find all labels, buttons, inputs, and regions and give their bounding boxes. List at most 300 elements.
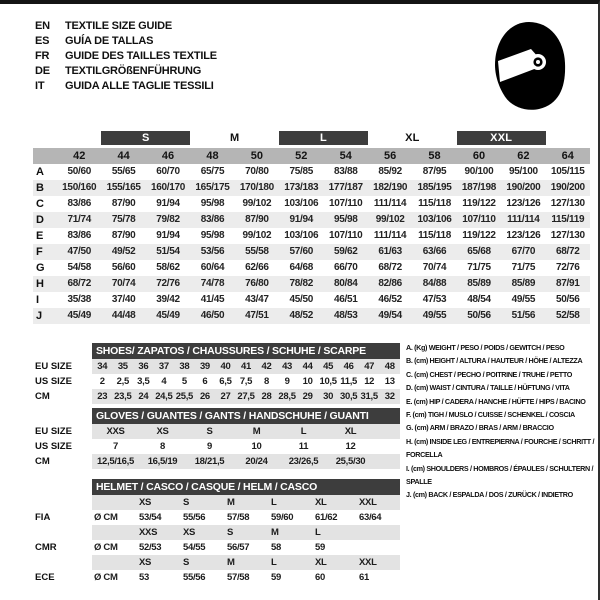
value-cell: 79/82 xyxy=(156,214,180,225)
value-cell: 29 xyxy=(302,391,313,402)
value-cell: 84/88 xyxy=(422,278,447,289)
value-cell: 44/48 xyxy=(111,310,136,321)
value-cell: 61/63 xyxy=(378,246,402,257)
value-cell: 39/42 xyxy=(156,294,180,305)
value-cell: 46/50 xyxy=(200,310,225,321)
size-group-m: M xyxy=(229,132,240,144)
value-cell: 150/160 xyxy=(62,182,97,193)
value-cell: 66/70 xyxy=(333,262,358,273)
value-cell: 103/106 xyxy=(417,214,452,225)
value-cell: 85/92 xyxy=(378,166,402,177)
size-group-l: L xyxy=(279,131,368,145)
diameter-unit-label: Ø CM xyxy=(94,572,118,583)
value-cell: 27 xyxy=(220,391,231,402)
value-cell: 8 xyxy=(264,376,270,387)
measure-row-g xyxy=(33,260,590,276)
value-cell: 111/114 xyxy=(507,214,540,225)
value-cell: 68/72 xyxy=(378,262,402,273)
value-cell: XL xyxy=(344,426,357,437)
value-cell: 7 xyxy=(113,441,118,452)
value-cell: 123/126 xyxy=(506,230,541,241)
value-cell: 30 xyxy=(323,391,334,402)
measure-row-e xyxy=(33,228,590,244)
size-cell: 44 xyxy=(117,150,130,162)
value-cell: 119/122 xyxy=(462,198,496,209)
size-cell: 64 xyxy=(561,150,574,162)
value-cell: 80/84 xyxy=(333,278,358,289)
value-cell: 95/98 xyxy=(333,214,358,225)
value-cell: 36 xyxy=(138,361,149,372)
value-cell: 48/54 xyxy=(467,294,491,305)
row-letter: G xyxy=(36,262,45,274)
title-block xyxy=(35,19,217,94)
size-cell: 62 xyxy=(517,150,530,162)
value-cell: 31,5 xyxy=(360,391,378,402)
value-cell: 187/198 xyxy=(461,182,496,193)
value-cell: 83/86 xyxy=(67,230,91,241)
value-cell: 50/60 xyxy=(67,166,91,177)
size-cell: S xyxy=(183,497,190,508)
value-cell: 37 xyxy=(158,361,169,372)
value-cell: 91/94 xyxy=(156,198,180,209)
value-cell: 119/122 xyxy=(462,230,496,241)
value-cell: 44 xyxy=(302,361,313,372)
value-cell: 25,5 xyxy=(175,391,194,402)
size-cell: 52 xyxy=(295,150,308,162)
helmet-values-row-ece xyxy=(92,570,400,585)
size-cell: 54 xyxy=(339,150,352,162)
value-cell: XXS xyxy=(106,426,125,437)
value-cell: 10,5 xyxy=(319,376,337,387)
helmet-values-row-fia xyxy=(92,510,400,525)
size-cell: 48 xyxy=(206,150,219,162)
value-cell: 38 xyxy=(179,361,190,372)
value-cell: 51/56 xyxy=(511,310,536,321)
value-cell: 12 xyxy=(345,441,356,452)
value-cell: 53/56 xyxy=(200,246,225,257)
value-cell: 83/86 xyxy=(67,198,91,209)
value-cell: 43 xyxy=(282,361,293,372)
shoes-table xyxy=(35,343,400,404)
value-cell: 30,5 xyxy=(340,391,358,402)
measurement-rows xyxy=(33,164,590,324)
value-cell: 83/88 xyxy=(333,166,358,177)
measure-row-a xyxy=(33,164,590,180)
value-cell: 87/91 xyxy=(556,278,580,289)
value-cell: 4 xyxy=(161,376,167,387)
legend-item: F. (cm) TIGH / MUSLO / CUISSE / SCHENKEL / COSCIA xyxy=(406,410,575,420)
gloves-cm-row xyxy=(92,454,400,469)
title-row xyxy=(35,19,217,34)
value-cell: 58/62 xyxy=(156,262,180,273)
value-cell: 60/70 xyxy=(156,166,180,177)
value-cell: 57/60 xyxy=(289,246,314,257)
value-cell: 46/51 xyxy=(333,294,358,305)
value-cell: 103/106 xyxy=(284,230,319,241)
value-cell: 105/115 xyxy=(551,166,585,177)
size-row-spacer xyxy=(33,148,57,164)
gloves-eu-row xyxy=(92,424,400,439)
value-cell: 46/52 xyxy=(378,294,402,305)
row-letter: J xyxy=(36,310,42,322)
value-cell: 43/47 xyxy=(245,294,269,305)
value-cell: 51/54 xyxy=(156,246,180,257)
value-cell: 70/74 xyxy=(422,262,447,273)
value-cell: 47 xyxy=(364,361,375,372)
row-letter: C xyxy=(36,198,44,210)
value-cell: 45/50 xyxy=(289,294,314,305)
value-cell: 39 xyxy=(199,361,210,372)
value-cell: 6 xyxy=(202,376,208,387)
shoes-us-size-label: US SIZE xyxy=(35,376,72,387)
value-cell: 61/62 xyxy=(315,512,338,523)
value-cell: 40 xyxy=(220,361,231,372)
value-cell: 55/58 xyxy=(245,246,269,257)
size-cell: M xyxy=(227,497,235,508)
value-cell: 55/56 xyxy=(183,512,206,523)
value-cell: 160/170 xyxy=(151,182,186,193)
size-cell: 56 xyxy=(383,150,397,162)
value-cell: 54/55 xyxy=(183,542,206,553)
size-cell: L xyxy=(315,527,321,538)
title-row xyxy=(35,79,217,94)
gloves-table-title: GLOVES / GUANTES / GANTS / HANDSCHUHE / GUANTI xyxy=(92,408,400,424)
value-cell: 78/82 xyxy=(289,278,314,289)
value-cell: 53/54 xyxy=(139,512,162,523)
value-cell: 182/190 xyxy=(373,182,408,193)
value-cell: 5 xyxy=(181,376,187,387)
row-letter: H xyxy=(36,278,44,290)
value-cell: 49/55 xyxy=(422,310,447,321)
helmet-sizes-row-cmr xyxy=(92,525,400,540)
title-text: GUÍA DE TALLAS xyxy=(65,35,154,47)
value-cell: 75/78 xyxy=(111,214,136,225)
value-cell: 8 xyxy=(160,441,165,452)
size-cell: S xyxy=(227,527,234,538)
size-cell: XL xyxy=(315,557,327,568)
size-cell: S xyxy=(183,557,190,568)
size-cell: XL xyxy=(315,497,327,508)
value-cell: 56/60 xyxy=(111,262,136,273)
value-cell: 24 xyxy=(138,391,149,402)
value-cell: 115/119 xyxy=(551,214,585,225)
value-cell: 16,5/19 xyxy=(147,456,178,467)
measure-row-h xyxy=(33,276,590,292)
value-cell: 67/70 xyxy=(511,246,536,257)
value-cell: 18/21,5 xyxy=(194,456,225,467)
value-cell: 71/75 xyxy=(511,262,536,273)
value-cell: 91/94 xyxy=(156,230,180,241)
value-cell: 70/80 xyxy=(245,166,269,177)
value-cell: 59 xyxy=(315,542,325,553)
size-cell: XS xyxy=(183,527,196,538)
diameter-unit-label: Ø CM xyxy=(94,512,118,523)
value-cell: XS xyxy=(156,426,169,437)
value-cell: 61 xyxy=(359,572,369,583)
value-cell: 10 xyxy=(302,376,313,387)
value-cell: 127/130 xyxy=(550,230,585,241)
value-cell: 12 xyxy=(364,376,375,387)
value-cell: 70/74 xyxy=(111,278,136,289)
value-cell: 11 xyxy=(298,441,309,452)
value-cell: M xyxy=(252,426,261,437)
value-cell: 95/98 xyxy=(200,198,225,209)
value-cell: 65/75 xyxy=(200,166,225,177)
value-cell: 55/65 xyxy=(111,166,136,177)
size-cell: 42 xyxy=(73,150,86,162)
size-cell: L xyxy=(271,557,277,568)
shoes-cm-label: CM xyxy=(35,391,50,402)
row-letter: I xyxy=(36,294,39,306)
value-cell: 185/195 xyxy=(417,182,452,193)
title-lang: ES xyxy=(35,35,50,47)
legend-item: D. (cm) WAIST / CINTURA / TAILLE / HÜFTUNG / VITA xyxy=(406,383,570,393)
value-cell: 56/57 xyxy=(227,542,250,553)
value-cell: 37/40 xyxy=(111,294,136,305)
value-cell: 13 xyxy=(384,376,395,387)
value-cell: 123/126 xyxy=(506,198,541,209)
value-cell: 85/89 xyxy=(467,278,491,289)
value-cell: 58 xyxy=(271,542,281,553)
measure-row-i xyxy=(33,292,590,308)
value-cell: 82/86 xyxy=(378,278,402,289)
size-cell: 58 xyxy=(428,150,441,162)
value-cell: 28,5 xyxy=(278,391,296,402)
value-cell: 49/54 xyxy=(378,310,402,321)
value-cell: 25,5/30 xyxy=(335,456,366,467)
value-cell: 49/52 xyxy=(111,246,136,257)
value-cell: 12,5/16,5 xyxy=(97,456,134,467)
legend-item: G. (cm) ARM / BRAZO / BRAS / ARM / BRACCIO xyxy=(406,423,554,433)
value-cell: 72/76 xyxy=(156,278,180,289)
title-row xyxy=(35,49,217,64)
value-cell: 48 xyxy=(384,361,395,372)
size-number-row xyxy=(33,148,590,164)
value-cell: 9 xyxy=(284,376,290,387)
legend-item: H. (cm) INSIDE LEG / ENTREPIERNA / FOURCHE / SCHRITT / FORCELLA xyxy=(406,436,595,460)
row-letter: F xyxy=(36,246,43,258)
value-cell: 6,5 xyxy=(219,376,232,387)
size-cell: XXL xyxy=(359,497,377,508)
gloves-table xyxy=(35,408,400,469)
value-cell: 47/50 xyxy=(67,246,91,257)
value-cell: 50/56 xyxy=(467,310,491,321)
legend-item: A. (Kg) WEIGHT / PESO / POIDS / GEWITCH / PESO xyxy=(406,343,565,352)
title-row xyxy=(35,34,217,49)
value-cell: 99/102 xyxy=(242,198,272,209)
value-cell: 87/90 xyxy=(111,230,136,241)
value-cell: 26 xyxy=(199,391,210,402)
value-cell: 2,5 xyxy=(116,376,129,387)
shoes-eu-size-label: EU SIZE xyxy=(35,361,72,372)
value-cell: 165/175 xyxy=(195,182,230,193)
legend-item: B. (cm) HEIGHT / ALTURA / HAUTEUR / HÖHE / ALTEZZA xyxy=(406,356,583,366)
value-cell: S xyxy=(206,426,213,437)
value-cell: 57/58 xyxy=(227,512,250,523)
shoes-cm-row xyxy=(92,389,400,404)
measure-row-b xyxy=(33,180,590,196)
value-cell: 23 xyxy=(97,391,108,402)
measurement-legend xyxy=(406,341,596,502)
value-cell: 91/94 xyxy=(289,214,314,225)
title-text: TEXTILE SIZE GUIDE xyxy=(65,20,173,32)
value-cell: 32 xyxy=(384,391,395,402)
value-cell: 85/89 xyxy=(511,278,536,289)
value-cell: 35 xyxy=(117,361,128,372)
value-cell: 177/187 xyxy=(328,182,363,193)
value-cell: L xyxy=(300,426,307,437)
value-cell: 27,5 xyxy=(237,391,255,402)
value-cell: 41/45 xyxy=(200,294,225,305)
value-cell: 59/62 xyxy=(333,246,358,257)
size-spacer xyxy=(92,525,137,540)
value-cell: 115/118 xyxy=(418,230,452,241)
legend-item: J. (cm) BACK / ESPALDA / DOS / ZURÜCK / INDIETRO xyxy=(406,490,573,500)
title-text: GUIDA ALLE TAGLIE TESSILI xyxy=(65,80,214,92)
value-cell: 53 xyxy=(139,572,149,583)
measure-row-c xyxy=(33,196,590,212)
helmet-sizes-row-fia xyxy=(92,495,400,510)
value-cell: 87/90 xyxy=(111,198,136,209)
legend-item: E. (cm) HIP / CADERA / HANCHE / HÜFTE / HIPS / BACINO xyxy=(406,396,586,406)
title-row xyxy=(35,64,217,79)
value-cell: 2 xyxy=(99,376,105,387)
value-cell: 75/85 xyxy=(289,166,314,177)
helmet-icon xyxy=(487,20,567,112)
value-cell: 47/53 xyxy=(422,294,447,305)
size-cell: XXS xyxy=(139,527,158,538)
size-group-xxl: XXL xyxy=(457,131,546,145)
size-group-xl: XL xyxy=(405,132,420,144)
size-cell: 60 xyxy=(472,150,486,162)
value-cell: 23,5 xyxy=(114,391,132,402)
value-cell: 64/68 xyxy=(289,262,314,273)
helmet-sizes-row-ece xyxy=(92,555,400,570)
shoes-table-title: SHOES/ ZAPATOS / CHAUSSURES / SCHUHE / SCARPE xyxy=(92,343,400,359)
value-cell: 173/183 xyxy=(284,182,319,193)
value-cell: 62/66 xyxy=(245,262,269,273)
helmet-fia-label: FIA xyxy=(35,512,51,523)
value-cell: 20/24 xyxy=(245,456,268,467)
value-cell: 87/95 xyxy=(422,166,447,177)
value-cell: 59 xyxy=(271,572,281,583)
helmet-cmr-label: CMR xyxy=(35,542,57,553)
value-cell: 90/100 xyxy=(464,166,494,177)
gloves-eu-size-label: EU SIZE xyxy=(35,426,72,437)
value-cell: 45/49 xyxy=(67,310,91,321)
measure-row-d xyxy=(33,212,590,228)
value-cell: 68/72 xyxy=(556,246,580,257)
value-cell: 190/200 xyxy=(506,182,541,193)
value-cell: 3,5 xyxy=(137,376,150,387)
size-cell: XXL xyxy=(359,557,377,568)
value-cell: 71/74 xyxy=(67,214,91,225)
value-cell: 55/56 xyxy=(183,572,206,583)
measure-row-f xyxy=(33,244,590,260)
value-cell: 11,5 xyxy=(340,376,358,387)
value-cell: 60/64 xyxy=(200,262,225,273)
size-cell: XS xyxy=(139,557,152,568)
value-cell: 9 xyxy=(207,441,212,452)
title-text: GUIDE DES TAILLES TEXTILE xyxy=(65,50,217,62)
value-cell: 34 xyxy=(97,361,108,372)
value-cell: 155/165 xyxy=(106,182,141,193)
value-cell: 46 xyxy=(343,361,354,372)
gloves-cm-label: CM xyxy=(35,456,50,467)
value-cell: 65/68 xyxy=(467,246,491,257)
value-cell: 127/130 xyxy=(550,198,585,209)
title-lang: DE xyxy=(35,65,50,77)
value-cell: 107/110 xyxy=(328,230,363,241)
row-letter: D xyxy=(36,214,44,226)
value-cell: 7,5 xyxy=(239,376,253,387)
value-cell: 83/86 xyxy=(200,214,225,225)
value-cell: 63/66 xyxy=(422,246,447,257)
value-cell: 71/75 xyxy=(467,262,491,273)
size-cell: 46 xyxy=(161,150,175,162)
value-cell: 111/114 xyxy=(373,198,407,209)
measure-row-j xyxy=(33,308,590,324)
value-cell: 99/102 xyxy=(375,214,405,225)
size-cell: M xyxy=(227,557,235,568)
helmet-values-row-cmr xyxy=(92,540,400,555)
value-cell: 107/110 xyxy=(462,214,496,225)
size-cell: L xyxy=(271,497,277,508)
value-cell: 10 xyxy=(251,441,262,452)
helmet-table-title: HELMET / CASCO / CASQUE / HELM / CASCO xyxy=(92,479,400,495)
legend-item: I. (cm) SHOULDERS / HOMBROS / ÉPAULES / SCHULTERN / SPALLE xyxy=(406,463,594,487)
title-text: TEXTILGRÖßENFÜHRUNG xyxy=(65,65,202,77)
value-cell: 190/200 xyxy=(550,182,585,193)
helmet-table xyxy=(35,479,400,585)
value-cell: 87/90 xyxy=(245,214,269,225)
legend-item: C. (cm) CHEST / PECHO / POITRINE / TRUHE / PETTO xyxy=(406,369,572,379)
value-cell: 42 xyxy=(261,361,272,372)
gloves-us-row xyxy=(92,439,400,454)
size-cell: XS xyxy=(139,497,152,508)
value-cell: 74/78 xyxy=(200,278,225,289)
value-cell: 99/102 xyxy=(242,230,272,241)
value-cell: 52/58 xyxy=(556,310,580,321)
value-cell: 111/114 xyxy=(373,230,407,241)
value-cell: 48/52 xyxy=(289,310,314,321)
value-cell: 45 xyxy=(323,361,334,372)
value-cell: 28 xyxy=(261,391,272,402)
value-cell: 47/51 xyxy=(245,310,269,321)
title-lang: EN xyxy=(35,20,50,32)
shoes-us-row xyxy=(92,374,400,389)
value-cell: 35/38 xyxy=(67,294,91,305)
value-cell: 41 xyxy=(241,361,251,372)
value-cell: 50/56 xyxy=(556,294,580,305)
value-cell: 45/49 xyxy=(156,310,180,321)
value-cell: 170/180 xyxy=(239,182,274,193)
size-cell: 50 xyxy=(250,150,263,162)
value-cell: 24,5 xyxy=(155,391,173,402)
shoes-eu-row xyxy=(92,359,400,374)
title-lang: IT xyxy=(35,80,45,92)
value-cell: 95/100 xyxy=(508,166,538,177)
size-spacer xyxy=(92,495,137,510)
value-cell: 103/106 xyxy=(284,198,319,209)
value-cell: 107/110 xyxy=(328,198,363,209)
helmet-sections xyxy=(92,495,400,585)
value-cell: 60 xyxy=(315,572,325,583)
helmet-ece-label: ECE xyxy=(35,572,55,583)
value-cell: 72/76 xyxy=(556,262,580,273)
gloves-us-size-label: US SIZE xyxy=(35,441,72,452)
size-cell: M xyxy=(271,527,279,538)
